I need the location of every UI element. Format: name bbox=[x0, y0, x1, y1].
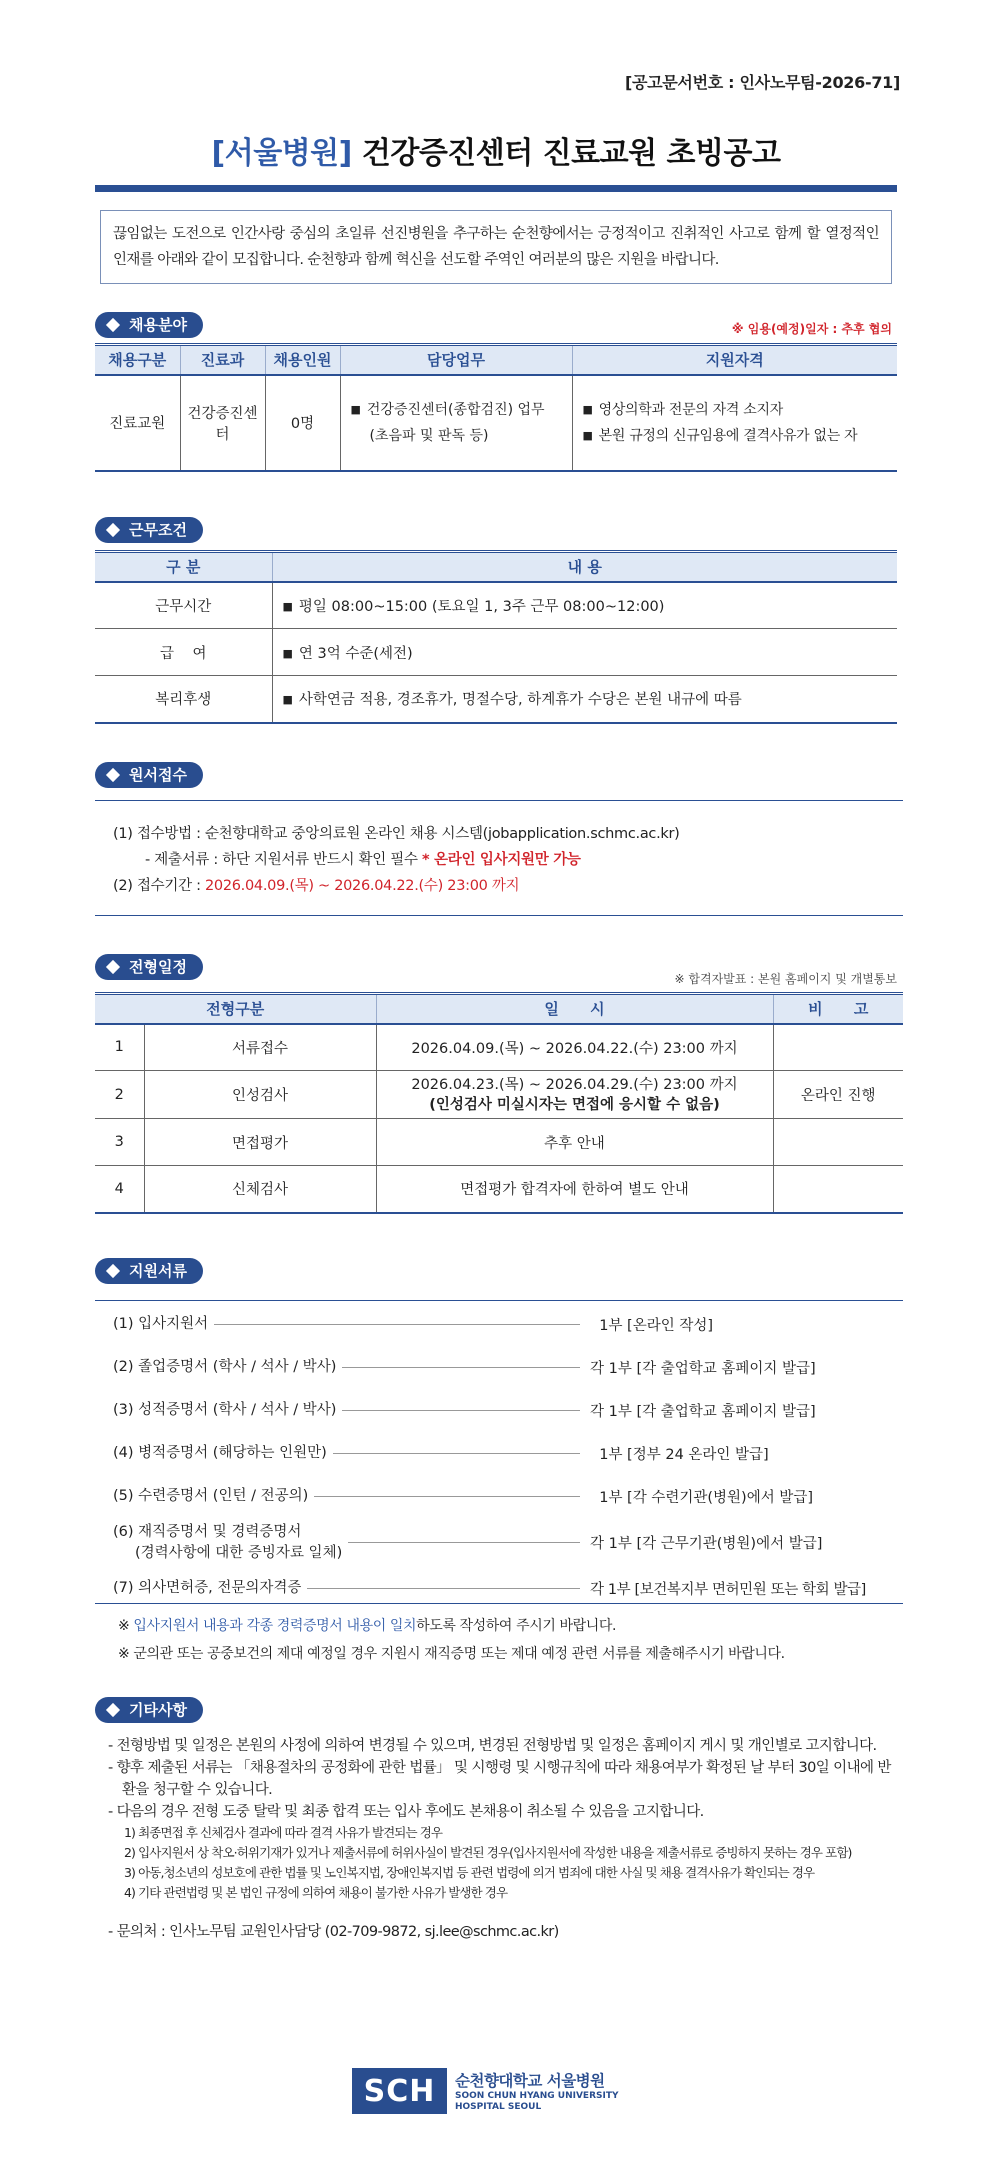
document-requirement: 1부 [온라인 작성] bbox=[590, 1318, 714, 1334]
contact-info: - 문의처 : 인사노무팀 교원인사담당 (02-709-9872, sj.lee@schmc.ac.kr) bbox=[108, 1924, 559, 1940]
document-name: (7) 의사면허증, 전문의자격증 bbox=[113, 1580, 302, 1596]
schedule-table bbox=[95, 992, 903, 1214]
apply-box bbox=[95, 800, 903, 916]
section-heading-etc bbox=[95, 1697, 203, 1723]
apply-period-label: (2) 접수기간 : bbox=[113, 878, 205, 894]
apply-method: (1) 접수방법 : 순천향대학교 중앙의료원 온라인 채용 시스템(jobapplication.schmc.ac.kr) bbox=[113, 826, 680, 842]
list-item bbox=[113, 1346, 885, 1389]
document-name: (2) 졸업증명서 (학사 / 석사 / 박사) bbox=[113, 1359, 337, 1375]
leader-line bbox=[342, 1410, 580, 1411]
list-item bbox=[113, 1303, 885, 1346]
table-header: 지원자격 bbox=[572, 345, 897, 375]
recruit-dept: 건강증진센터 bbox=[180, 375, 265, 471]
duty-line: (초음파 및 판독 등) bbox=[369, 427, 489, 444]
table-row bbox=[95, 375, 897, 471]
sch-logo-mark: SCH bbox=[352, 2068, 447, 2114]
qualification-line: ■ 본원 규정의 신규임용에 결격사유가 없는 자 bbox=[583, 423, 898, 449]
table-row bbox=[95, 582, 897, 629]
table-row bbox=[95, 1119, 903, 1166]
note-mark: ※ bbox=[118, 1618, 134, 1634]
note-text: 하도록 작성하여 주시기 바랍니다. bbox=[416, 1618, 617, 1634]
etc-sub-item: 3) 아동,청소년의 성보호에 관한 법률 및 노인복지법, 장애인복지법 등 관련 법령에 의거 범죄에 대한 사실 및 채용 결격사유가 확인되는 경우 bbox=[124, 1865, 815, 1880]
table-header-row bbox=[95, 552, 897, 582]
schedule-no: 1 bbox=[95, 1024, 144, 1071]
note-highlight: 입사지원서 내용과 각종 경력증명서 내용이 일치 bbox=[133, 1618, 417, 1634]
list-item bbox=[113, 1432, 885, 1475]
condition-label: 급 여 bbox=[95, 629, 272, 676]
condition-value: ■ 연 3억 수준(세전) bbox=[272, 629, 897, 676]
logo-english: SOON CHUN HYANG UNIVERSITY bbox=[455, 2091, 619, 2101]
etc-item: - 전형방법 및 일정은 본원의 사정에 의하여 변경될 수 있으며, 변경된 전형방법 및 일정은 홈페이지 게시 및 개인별로 고지합니다. bbox=[108, 1738, 877, 1754]
leader-line bbox=[342, 1367, 580, 1368]
document-requirement: 1부 [정부 24 온라인 발급] bbox=[590, 1447, 769, 1463]
leader-line bbox=[214, 1324, 580, 1325]
announcement-note: ※ 합격자발표 : 본원 홈페이지 및 개별통보 bbox=[674, 972, 897, 986]
section-heading-label: 채용분야 bbox=[129, 316, 187, 334]
list-item bbox=[113, 1518, 885, 1567]
document-name: (4) 병적증명서 (해당하는 인원만) bbox=[113, 1445, 327, 1461]
document-name: (3) 성적증명서 (학사 / 석사 / 박사) bbox=[113, 1402, 337, 1418]
logo-english: HOSPITAL SEOUL bbox=[455, 2102, 542, 2112]
list-item bbox=[113, 1389, 885, 1432]
table-header: 비 고 bbox=[773, 994, 903, 1024]
table-header: 진료과 bbox=[180, 345, 265, 375]
table-row bbox=[95, 676, 897, 723]
condition-value: ■ 사학연금 적용, 경조휴가, 명절수당, 하계휴가 수당은 본원 내규에 따름 bbox=[272, 676, 897, 723]
document-name bbox=[113, 1522, 348, 1564]
apply-documents-text: - 제출서류 : 하단 지원서류 반드시 확인 필수 bbox=[145, 852, 423, 868]
section-heading-label: 기타사항 bbox=[129, 1701, 187, 1719]
leader-line bbox=[333, 1453, 580, 1454]
schedule-stage: 인성검사 bbox=[144, 1071, 376, 1119]
documents-note: ※ 군의관 또는 공중보건의 제대 예정일 경우 지원시 재직증명 또는 제대 예정 관련 서류를 제출해주시기 바랍니다. bbox=[118, 1646, 785, 1662]
document-requirement: 각 1부 [각 출업학교 홈페이지 발급] bbox=[590, 1404, 816, 1420]
section-heading-label: 근무조건 bbox=[129, 521, 187, 539]
schedule-remark bbox=[773, 1024, 903, 1071]
condition-label: 근무시간 bbox=[95, 582, 272, 629]
documents-box bbox=[95, 1300, 903, 1604]
document-requirement: 각 1부 [보건복지부 면허민원 또는 학회 발급] bbox=[590, 1582, 866, 1598]
online-only-note: * 온라인 입사지원만 가능 bbox=[422, 852, 581, 868]
apply-period bbox=[113, 873, 885, 899]
appointment-date-note: ※ 임용(예정)일자 : 추후 협의 bbox=[731, 322, 892, 336]
logo-korean: 순천향대학교 서울병원 bbox=[455, 2072, 605, 2090]
recruit-duty bbox=[340, 375, 572, 471]
schedule-date: 2026.04.09.(목) ~ 2026.04.22.(수) 23:00 까지 bbox=[376, 1024, 773, 1071]
documents-notes bbox=[118, 1612, 785, 1668]
apply-documents bbox=[113, 847, 885, 873]
schedule-remark bbox=[773, 1119, 903, 1166]
etc-item: - 다음의 경우 전형 도중 탈락 및 최종 합격 또는 입사 후에도 본채용이 취소될 수 있음을 고지합니다. bbox=[108, 1804, 704, 1820]
table-header: 전형구분 bbox=[95, 994, 376, 1024]
title-highlight: [서울병원] bbox=[211, 136, 352, 171]
leader-line bbox=[307, 1588, 580, 1589]
condition-value: ■ 평일 08:00~15:00 (토요일 1, 3주 근무 08:00~12:00) bbox=[272, 582, 897, 629]
title-divider bbox=[95, 185, 897, 192]
schedule-date bbox=[376, 1071, 773, 1119]
personality-test-warning: (인성검사 미실시자는 면접에 응시할 수 없음) bbox=[429, 1096, 720, 1113]
section-heading-label: 전형일정 bbox=[129, 958, 187, 976]
hospital-logo bbox=[352, 2066, 652, 2116]
condition-label: 복리후생 bbox=[95, 676, 272, 723]
recruit-qualification bbox=[572, 375, 897, 471]
recruit-table bbox=[95, 343, 897, 472]
recruit-type: 진료교원 bbox=[95, 375, 180, 471]
etc-content bbox=[108, 1735, 897, 1943]
schedule-no: 2 bbox=[95, 1071, 144, 1119]
logo-text bbox=[455, 2069, 619, 2113]
table-header-row bbox=[95, 345, 897, 375]
schedule-stage: 서류접수 bbox=[144, 1024, 376, 1071]
schedule-no: 4 bbox=[95, 1166, 144, 1213]
table-row bbox=[95, 629, 897, 676]
schedule-remark: 온라인 진행 bbox=[773, 1071, 903, 1119]
document-name: (1) 입사지원서 bbox=[113, 1316, 209, 1332]
document-requirement: 1부 [각 수련기관(병원)에서 발급] bbox=[590, 1490, 813, 1506]
etc-sub-item: 2) 입사지원서 상 착오·허위기재가 있거나 제출서류에 허위사실이 발견된 경우(입사지원서에 작성한 내용을 제출서류로 증빙하지 못하는 경우 포함) bbox=[124, 1845, 852, 1860]
schedule-date: 면접평가 합격자에 한하여 별도 안내 bbox=[376, 1166, 773, 1213]
duty-line: ■ 건강증진센터(종합검진) 업무 bbox=[351, 397, 572, 423]
documents-note bbox=[118, 1612, 785, 1640]
document-requirement: 각 1부 [각 출업학교 홈페이지 발급] bbox=[590, 1361, 816, 1377]
document-name-line: (경력사항에 대한 증빙자료 일체) bbox=[135, 1544, 343, 1561]
page-title bbox=[0, 128, 992, 172]
table-header: 구 분 bbox=[95, 552, 272, 582]
document-name: (5) 수련증명서 (인턴 / 전공의) bbox=[113, 1488, 309, 1504]
table-header: 일 시 bbox=[376, 994, 773, 1024]
schedule-stage: 신체검사 bbox=[144, 1166, 376, 1213]
section-heading-label: 원서접수 bbox=[129, 766, 187, 784]
leader-line bbox=[314, 1496, 580, 1497]
document-name-line: (6) 재직증명서 및 경력증명서 bbox=[113, 1523, 302, 1540]
schedule-date-line: 2026.04.23.(목) ~ 2026.04.29.(수) 23:00 까지 bbox=[411, 1076, 738, 1093]
conditions-table bbox=[95, 550, 897, 724]
table-header-row bbox=[95, 994, 903, 1024]
table-header: 채용인원 bbox=[265, 345, 340, 375]
section-heading-documents bbox=[95, 1258, 203, 1284]
title-main: 건강증진센터 진료교원 초빙공고 bbox=[361, 136, 781, 171]
etc-sub-item: 4) 기타 관련법령 및 본 법인 규정에 의하여 채용이 불가한 사유가 발생한 경우 bbox=[124, 1885, 508, 1900]
table-row bbox=[95, 1071, 903, 1119]
section-heading-apply bbox=[95, 762, 203, 788]
qualification-line: ■ 영상의학과 전문의 자격 소지자 bbox=[583, 397, 898, 423]
schedule-remark bbox=[773, 1166, 903, 1213]
schedule-no: 3 bbox=[95, 1119, 144, 1166]
table-header: 채용구분 bbox=[95, 345, 180, 375]
recruit-count: 0명 bbox=[265, 375, 340, 471]
document-number: [공고문서번호 : 인사노무팀-2026-71] bbox=[624, 73, 900, 92]
list-item bbox=[113, 1475, 885, 1518]
document-requirement: 각 1부 [각 근무기관(병원)에서 발급] bbox=[590, 1536, 823, 1552]
leader-line bbox=[348, 1542, 580, 1543]
table-row bbox=[95, 1024, 903, 1071]
section-heading-recruit bbox=[95, 312, 203, 338]
section-heading-conditions bbox=[95, 517, 203, 543]
etc-item: - 향후 제출된 서류는 「채용절차의 공정화에 관한 법률」 및 시행령 및 시행규칙에 따라 채용여부가 확정된 날 부터 30일 이내에 반환을 청구할 수 있습니다. bbox=[108, 1760, 891, 1798]
schedule-stage: 면접평가 bbox=[144, 1119, 376, 1166]
table-header: 내 용 bbox=[272, 552, 897, 582]
section-heading-schedule bbox=[95, 954, 203, 980]
section-heading-label: 지원서류 bbox=[129, 1262, 187, 1280]
apply-period-value: 2026.04.09.(목) ~ 2026.04.22.(수) 23:00 까지 bbox=[204, 878, 520, 894]
table-row bbox=[95, 1166, 903, 1213]
list-item bbox=[113, 1567, 885, 1610]
etc-sub-item: 1) 최종면접 후 신체검사 결과에 따라 결격 사유가 발견되는 경우 bbox=[124, 1825, 443, 1840]
table-header: 담당업무 bbox=[340, 345, 572, 375]
schedule-date: 추후 안내 bbox=[376, 1119, 773, 1166]
intro-paragraph: 끊임없는 도전으로 인간사랑 중심의 초일류 선진병원을 추구하는 순천향에서는 긍정적이고 진취적인 사고로 함께 할 열정적인 인재를 아래와 같이 모집합니다. 순천향과 함께 혁신을 선도할 주역인 여러분의 많은 지원을 바랍니다. bbox=[100, 210, 892, 284]
